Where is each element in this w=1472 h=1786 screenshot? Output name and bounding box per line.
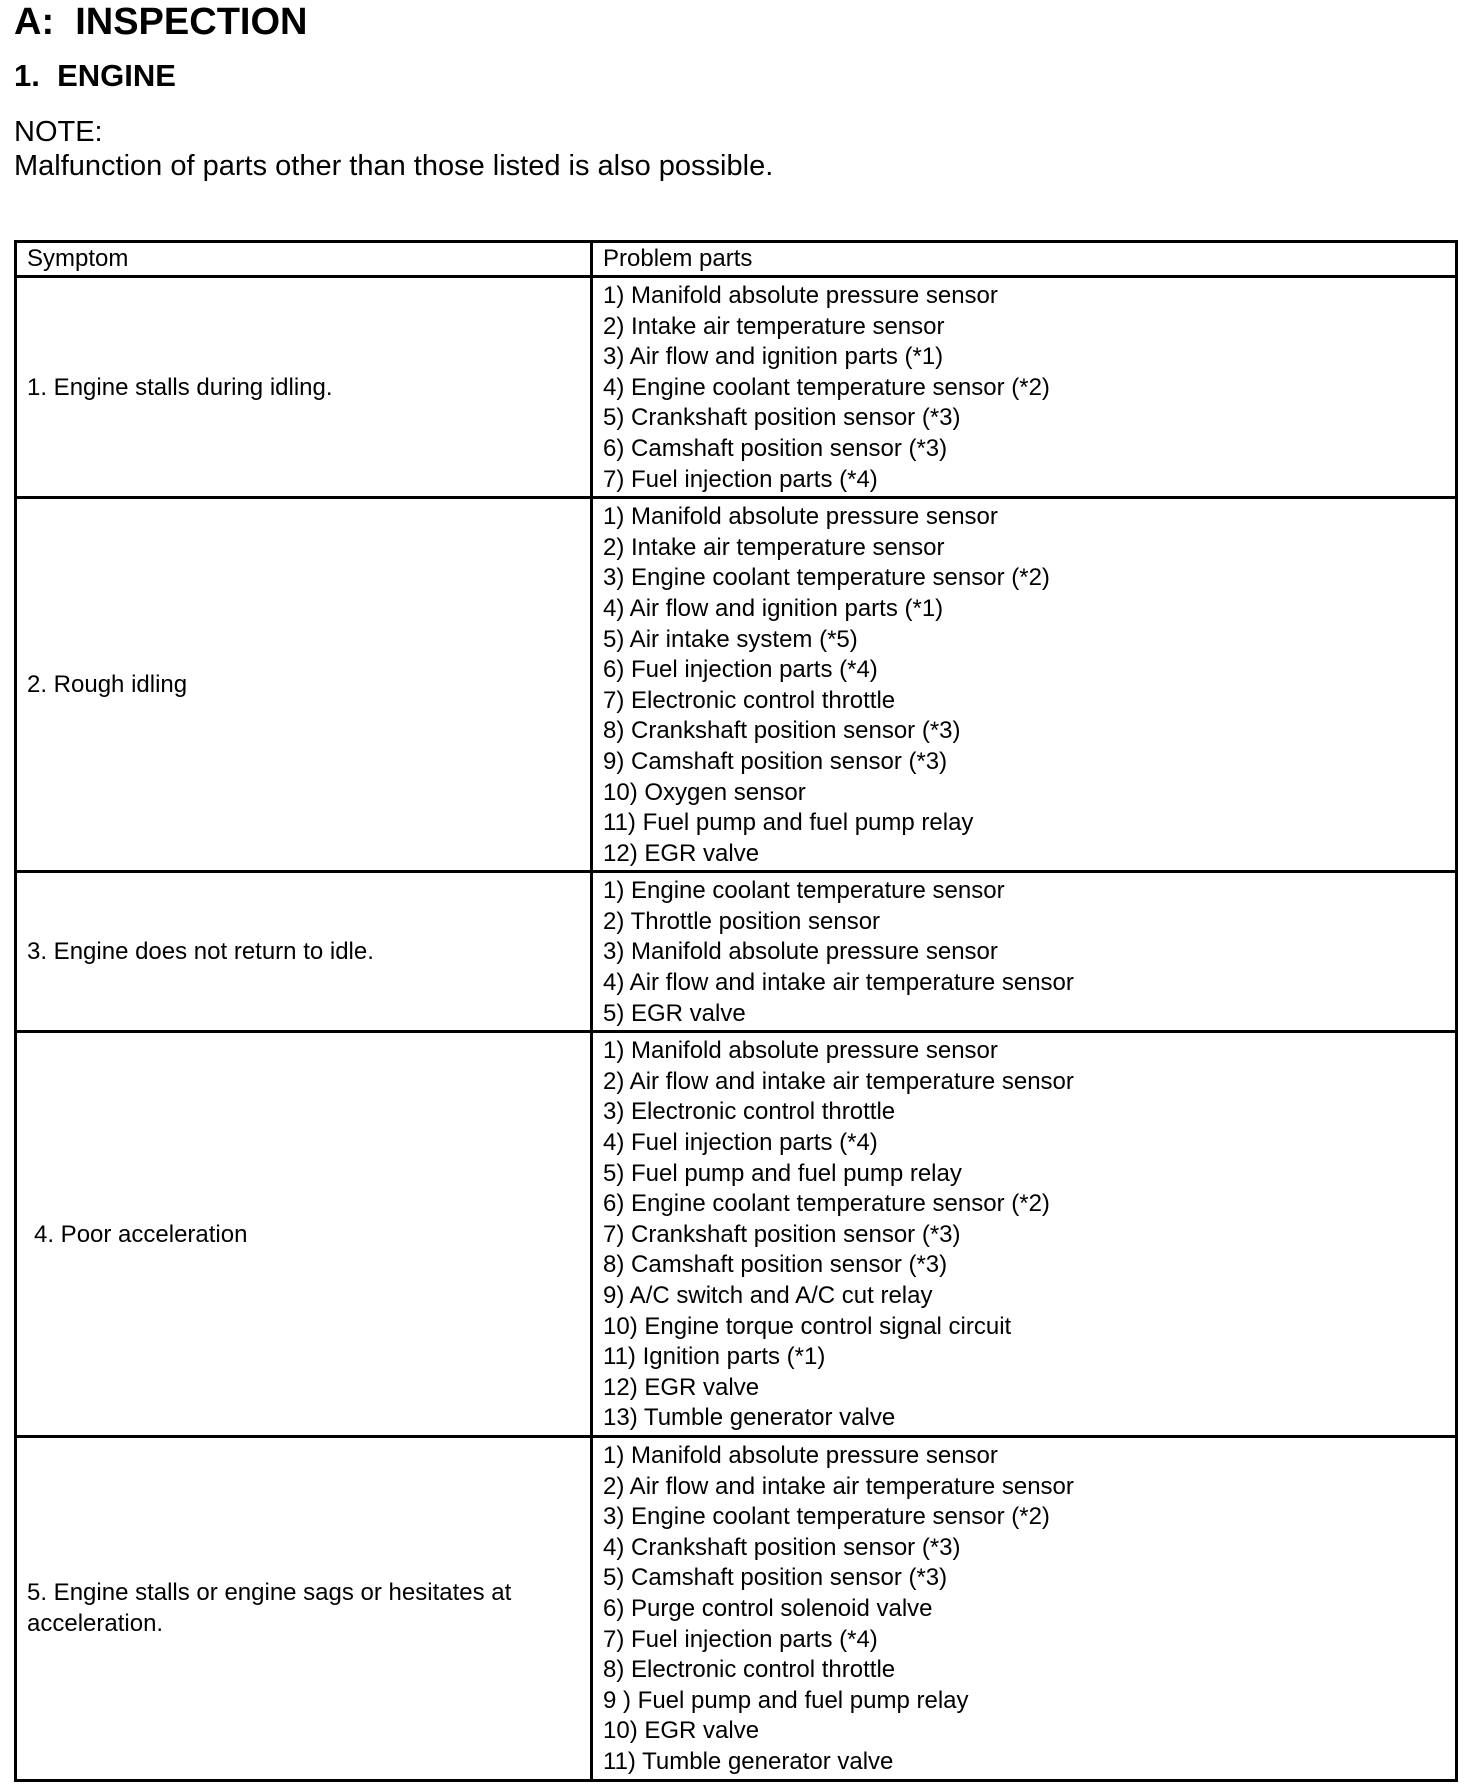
list-item: 2) Air flow and intake air temperature sensor [603, 1067, 1074, 1095]
problem-parts-list [603, 278, 1445, 496]
list-item: 6) Engine coolant temperature sensor (*2) [603, 1190, 1050, 1218]
list-item: 9) Camshaft position sensor (*3) [603, 747, 948, 775]
list-item: 4) Fuel injection parts (*4) [603, 1129, 878, 1157]
table-row [16, 498, 1457, 872]
symptom-cell [16, 872, 592, 1032]
problem-parts-list [603, 873, 1445, 1030]
symptom-cell [16, 1436, 592, 1780]
list-item: 10) Oxygen sensor [603, 778, 806, 806]
symptom-cell [16, 277, 592, 498]
problem-parts-cell [592, 1436, 1457, 1780]
symptom-cell [16, 1032, 592, 1437]
list-item: 7) Fuel injection parts (*4) [603, 465, 878, 493]
table-row [16, 277, 1457, 498]
list-item: 7) Crankshaft position sensor (*3) [603, 1220, 961, 1248]
symptom-table [14, 240, 1458, 1782]
list-item: 13) Tumble generator valve [603, 1404, 896, 1432]
list-item: 7) Fuel injection parts (*4) [603, 1625, 878, 1653]
list-item: 1) Engine coolant temperature sensor [603, 877, 1005, 905]
list-item: 4) Air flow and ignition parts (*1) [603, 594, 944, 622]
list-item: 12) EGR valve [603, 1373, 760, 1401]
list-item: 5) Fuel pump and fuel pump relay [603, 1159, 962, 1187]
list-item: 5) Air intake system (*5) [603, 625, 858, 653]
list-item: 4) Air flow and intake air temperature sensor [603, 969, 1074, 997]
table-row [16, 872, 1457, 1032]
list-item: 3) Engine coolant temperature sensor (*2) [603, 1503, 1050, 1531]
list-item: 2) Air flow and intake air temperature sensor [603, 1472, 1074, 1500]
list-item: 9) A/C switch and A/C cut relay [603, 1282, 933, 1309]
list-item: 3) Engine coolant temperature sensor (*2) [603, 564, 1050, 592]
list-item: 8) Camshaft position sensor (*3) [603, 1251, 948, 1279]
list-item: 4) Crankshaft position sensor (*3) [603, 1533, 961, 1561]
list-item: 6) Purge control solenoid valve [603, 1594, 933, 1622]
list-item: 1) Manifold absolute pressure sensor [603, 1037, 998, 1065]
symptom-text: 4. Poor acceleration [34, 1220, 248, 1248]
list-item: 2) Intake air temperature sensor [603, 312, 945, 340]
problem-parts-list [603, 1033, 1445, 1435]
list-item: 8) Electronic control throttle [603, 1656, 896, 1684]
table-body [16, 277, 1457, 1781]
list-item: 1) Manifold absolute pressure sensor [603, 282, 998, 309]
list-item: 3) Electronic control throttle [603, 1098, 896, 1126]
symptom-text: 1. Engine stalls during idling. [27, 373, 333, 401]
list-item: 4) Engine coolant temperature sensor (*2) [603, 373, 1050, 401]
table-row [16, 1032, 1457, 1437]
list-item: 9 ) Fuel pump and fuel pump relay [603, 1686, 969, 1714]
list-item: 5) Crankshaft position sensor (*3) [603, 404, 961, 432]
problem-parts-list [603, 499, 1445, 870]
list-item: 12) EGR valve [603, 839, 760, 867]
list-item: 5) EGR valve [603, 999, 746, 1027]
list-item: 6) Fuel injection parts (*4) [603, 656, 878, 684]
problem-parts-list [603, 1438, 1445, 1779]
list-item: 3) Air flow and ignition parts (*1) [603, 343, 944, 371]
list-item: 2) Throttle position sensor [603, 907, 881, 935]
problem-parts-cell [592, 872, 1457, 1032]
list-item: 5) Camshaft position sensor (*3) [603, 1564, 948, 1592]
table-row [16, 1436, 1457, 1780]
symptom-header: Symptom [16, 242, 592, 277]
list-item: 11) Fuel pump and fuel pump relay [603, 809, 974, 837]
problem-parts-header: Problem parts [592, 242, 1457, 277]
problem-parts-cell [592, 498, 1457, 872]
problem-parts-cell [592, 1032, 1457, 1437]
list-item: 11) Ignition parts (*1) [603, 1343, 826, 1371]
table-header-row [16, 242, 1457, 277]
subsection-heading: 1. ENGINE [14, 58, 176, 93]
note-label: NOTE: [14, 116, 103, 148]
list-item: 2) Intake air temperature sensor [603, 533, 945, 561]
list-item: 10) Engine torque control signal circuit [603, 1312, 1012, 1340]
list-item: 6) Camshaft position sensor (*3) [603, 434, 948, 462]
symptom-cell [16, 498, 592, 872]
symptom-text: 2. Rough idling [27, 671, 188, 699]
problem-parts-cell [592, 277, 1457, 498]
list-item: 3) Manifold absolute pressure sensor [603, 938, 998, 966]
list-item: 7) Electronic control throttle [603, 686, 896, 714]
list-item: 1) Manifold absolute pressure sensor [603, 503, 998, 531]
list-item: 11) Tumble generator valve [603, 1747, 894, 1775]
note-text: Malfunction of parts other than those listed is also possible. [14, 150, 774, 182]
list-item: 10) EGR valve [603, 1717, 760, 1745]
section-heading: A: INSPECTION [14, 1, 308, 43]
symptom-text: 5. Engine stalls or engine sags or hesitates at acceleration. [27, 1579, 512, 1638]
symptom-text: 3. Engine does not return to idle. [27, 938, 374, 966]
list-item: 8) Crankshaft position sensor (*3) [603, 717, 961, 745]
list-item: 1) Manifold absolute pressure sensor [603, 1441, 998, 1469]
